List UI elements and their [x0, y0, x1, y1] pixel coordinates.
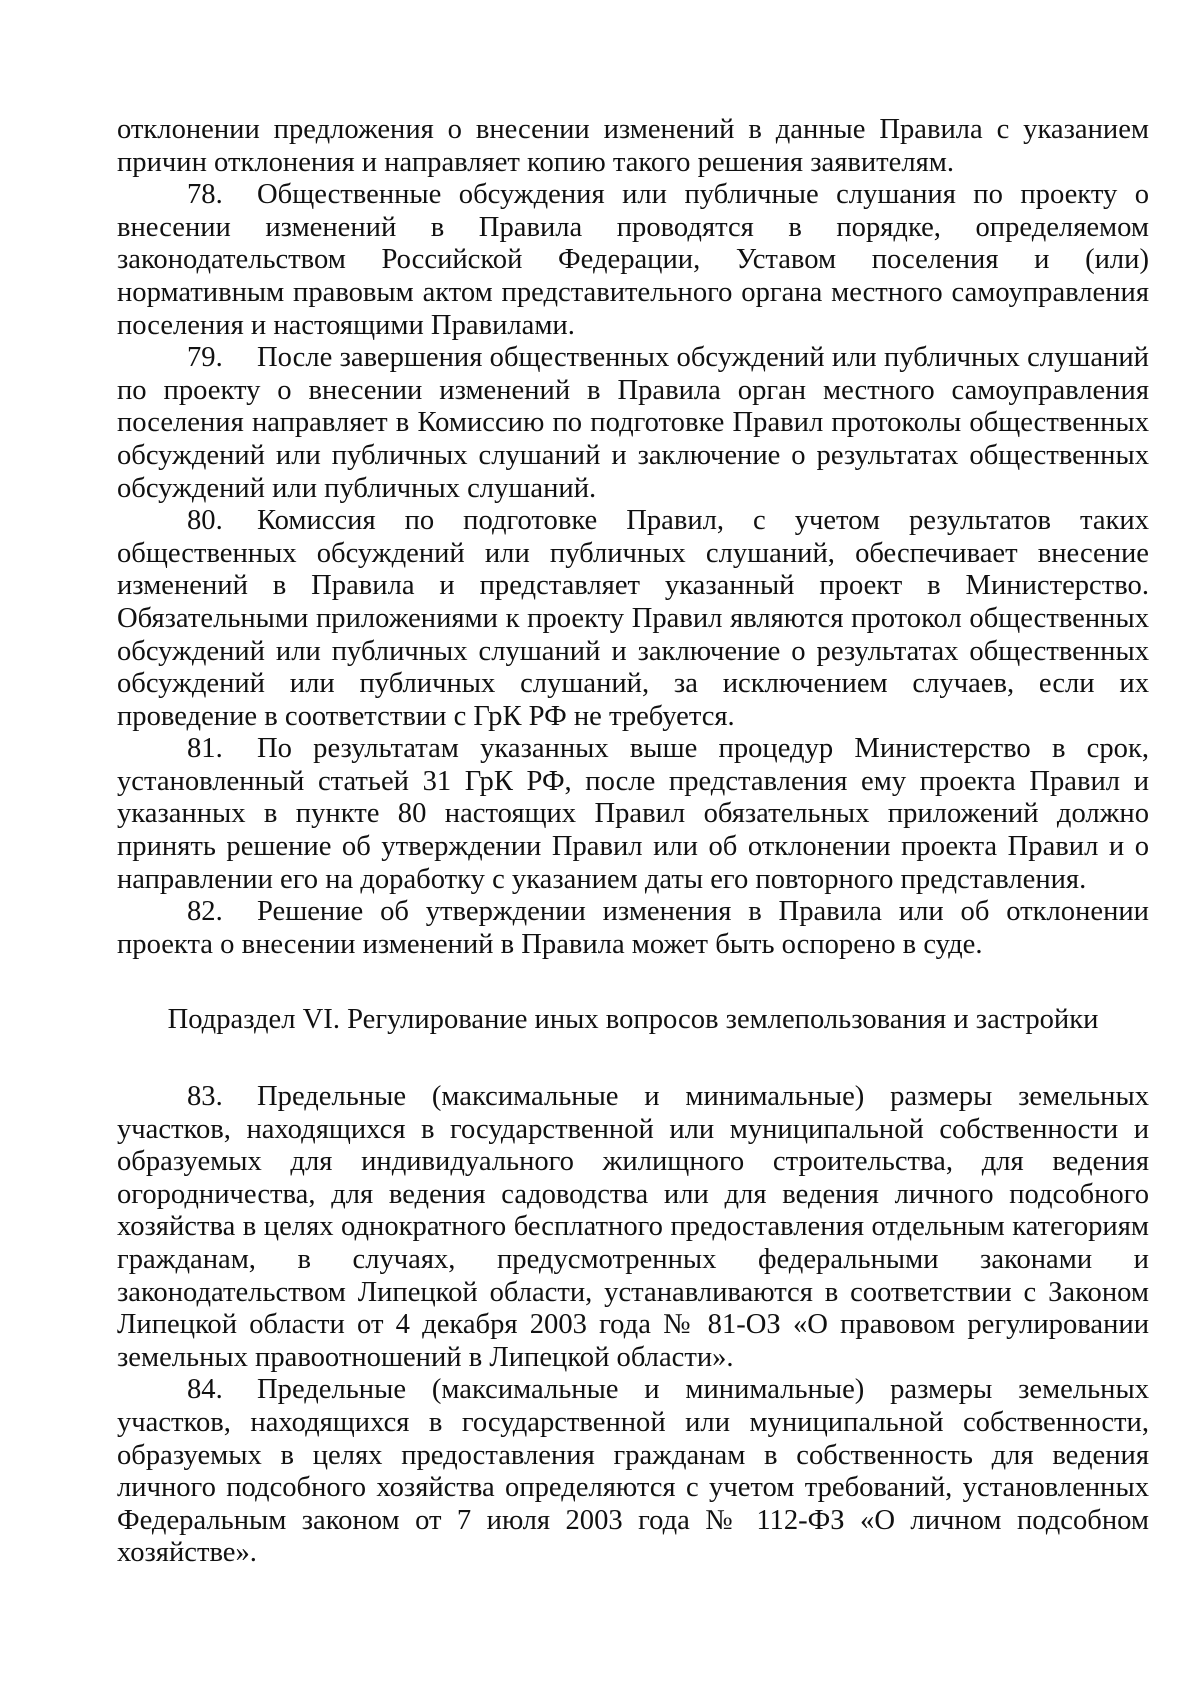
clause-83: [117, 1081, 1149, 1374]
clause-number: 83.: [187, 1081, 223, 1113]
clause-81: [117, 733, 1149, 896]
document-page: [117, 114, 1149, 1570]
continuation-paragraph: отклонении предложения о внесении изменений в данные Правила с указанием причин отклонения и направляет копию такого решения заявителям.: [117, 114, 1149, 178]
clause-82: [117, 896, 1149, 961]
clause-number: 81.: [187, 733, 223, 765]
clause-text: Предельные (максимальные и минимальные) размеры земельных участков, находящихся в государственной или муниципальной собственности, образуемых в целях предоставления гражданам в собственность для ведения личного подсобного хозяйства определяются с учетом требований, установленных Федеральным законом от 7 июля 2003 года № 112-ФЗ «О личном подсобном хозяйстве».: [117, 1374, 1149, 1569]
clause-text: По результатам указанных выше процедур Министерство в срок, установленный статьей 31 ГрК РФ, после представления ему проекта Правил и указанных в пункте 80 настоящих Правил обязательных приложений должно принять решение об утверждении Правил или об отклонении проекта Правил и о направлении его на доработку с указанием даты его повторного представления.: [117, 733, 1149, 895]
clause-84: [117, 1374, 1149, 1570]
clause-number: 84.: [187, 1374, 223, 1406]
clause-79: [117, 342, 1149, 505]
clause-number: 80.: [187, 505, 223, 537]
clause-number: 82.: [187, 896, 223, 928]
clause-80: [117, 505, 1149, 733]
clause-number: 79.: [187, 342, 223, 374]
clause-text: После завершения общественных обсуждений или публичных слушаний по проекту о внесении изменений в Правила орган местного самоуправления поселения направляет в Комиссию по подготовке Правил протоколы общественных обсуждений или публичных слушаний и заключение о результатах общественных обсуждений или публичных слушаний.: [117, 342, 1149, 504]
section-heading: Подраздел VI. Регулирование иных вопросов землепользования и застройки: [167, 1004, 1099, 1036]
clause-text: Комиссия по подготовке Правил, с учетом результатов таких общественных обсуждений или публичных слушаний, обеспечивает внесение изменений в Правила и представляет указанный проект в Министерство. Обязательными приложениями к проекту Правил являются протокол общественных обсуждений или публичных слушаний и заключение о результатах общественных обсуждений или публичных слушаний, за исключением случаев, если их проведение в соответствии с ГрК РФ не требуется.: [117, 505, 1149, 732]
clause-text: Общественные обсуждения или публичные слушания по проекту о внесении изменений в Правила проводятся в порядке, определяемом законодательством Российской Федерации, Уставом поселения и (или) нормативным правовым актом представительного органа местного самоуправления поселения и настоящими Правилами.: [117, 179, 1149, 341]
clause-78: [117, 179, 1149, 342]
clause-number: 78.: [187, 179, 223, 211]
clause-text: Решение об утверждении изменения в Правила или об отклонении проекта о внесении изменений в Правила может быть оспорено в суде.: [117, 896, 1149, 960]
clause-text: Предельные (максимальные и минимальные) размеры земельных участков, находящихся в государственной или муниципальной собственности и образуемых для индивидуального жилищного строительства, для ведения огородничества, для ведения садоводства или для ведения личного подсобного хозяйства в целях однократного бесплатного предоставления отдельным категориям гражданам, в случаях, предусмотренных федеральными законами и законодательством Липецкой области, устанавливаются в соответствии с Законом Липецкой области от 4 декабря 2003 года № 81-ОЗ «О правовом регулировании земельных правоотношений в Липецкой области».: [117, 1081, 1149, 1373]
